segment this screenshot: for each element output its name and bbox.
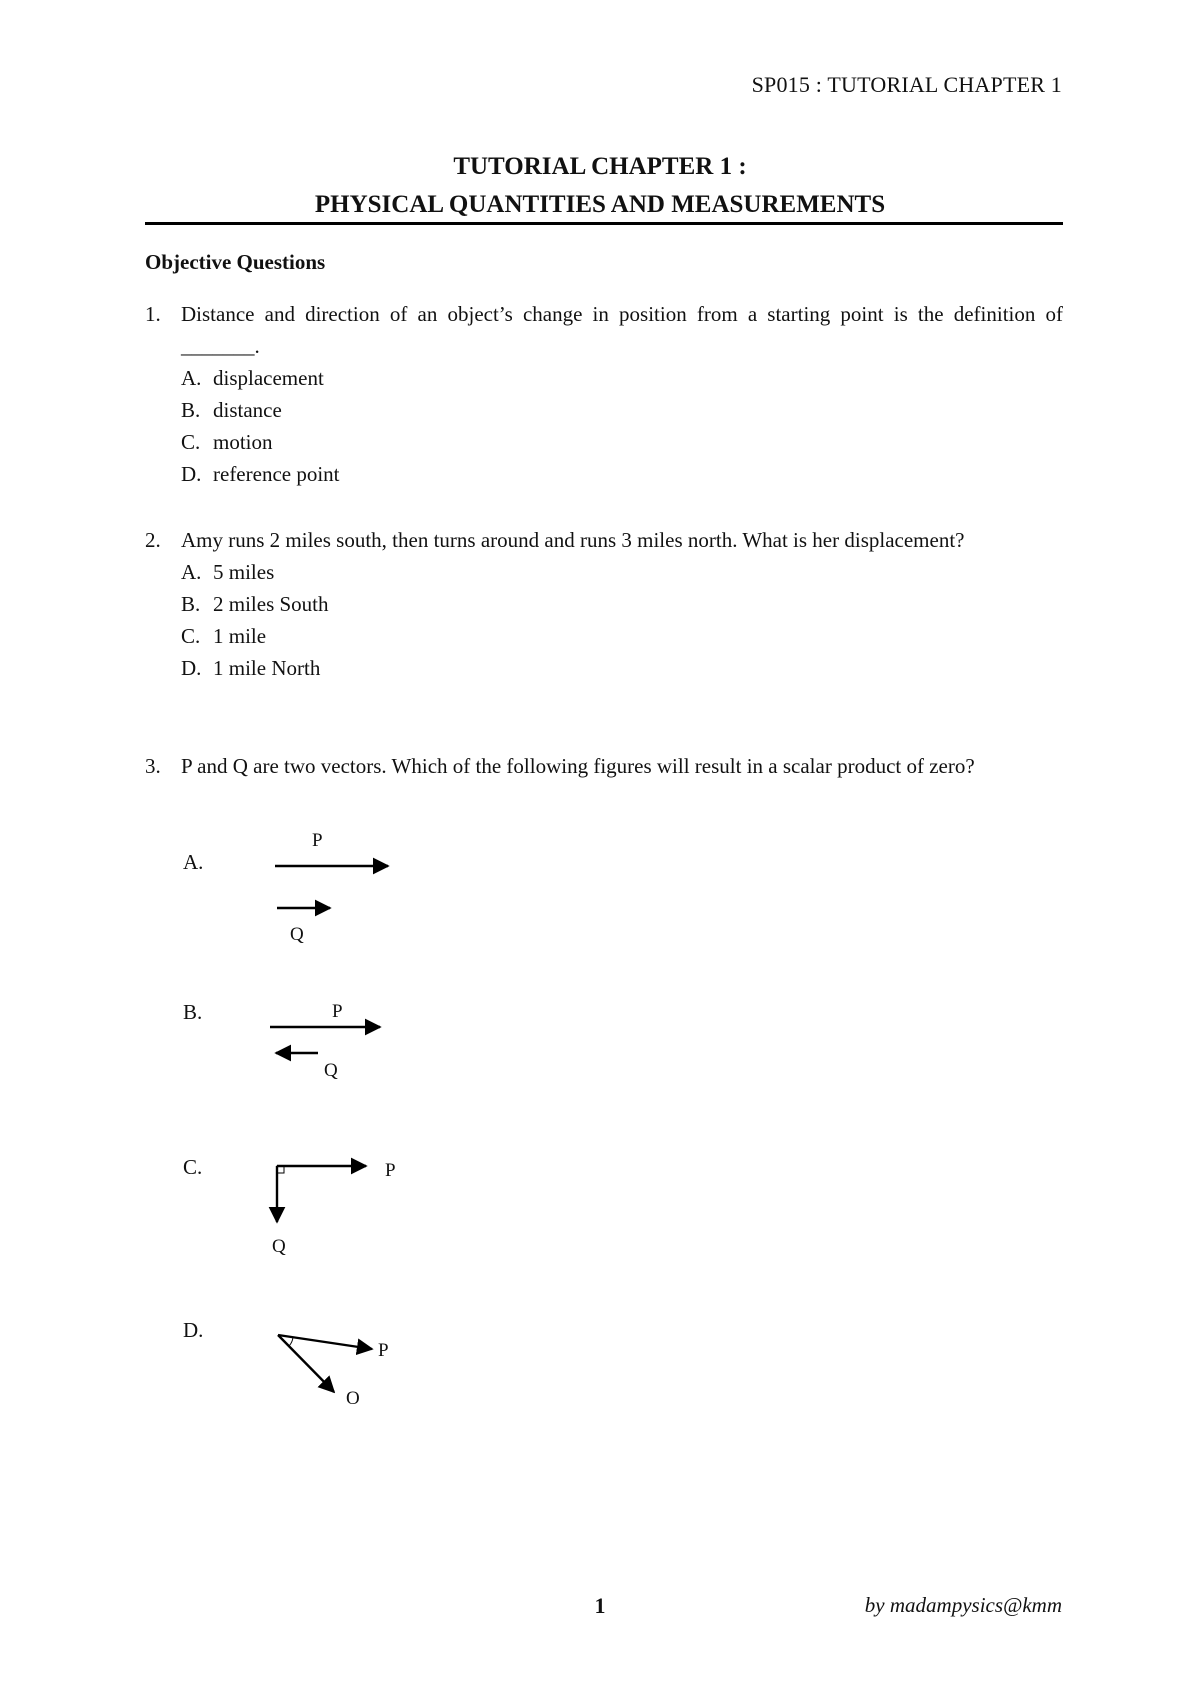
figure-a-q-label: Q xyxy=(290,924,304,945)
figure-b-p-label: P xyxy=(332,1001,343,1022)
figure-a-letter: A. xyxy=(183,850,204,874)
question-text: P and Q are two vectors. Which of the following figures will result in a scalar product of zero? xyxy=(181,754,975,778)
figure-d-p-label: P xyxy=(378,1340,389,1361)
option-b: B. distance xyxy=(181,398,282,422)
title-line-1: TUTORIAL CHAPTER 1 : xyxy=(453,153,747,180)
figure-d-vector-q xyxy=(278,1335,334,1392)
figure-c-letter: C. xyxy=(183,1155,203,1179)
option-a: A. 5 miles xyxy=(181,560,275,584)
title-line-2: PHYSICAL QUANTITIES AND MEASUREMENTS xyxy=(314,191,886,218)
figure-c-q-label: Q xyxy=(272,1236,286,1257)
question-text: Amy runs 2 miles south, then turns around and runs 3 miles north. What is her displacement? xyxy=(181,528,965,552)
section-heading: Objective Questions xyxy=(145,250,326,274)
question-number: 1. xyxy=(145,302,161,326)
running-header: SP015 : TUTORIAL CHAPTER 1 xyxy=(751,72,1062,97)
question-number: 2. xyxy=(145,528,161,552)
figure-d-angle-arc xyxy=(289,1337,293,1346)
figure-d-q-label: O xyxy=(346,1388,360,1409)
figure-a-p-label: P xyxy=(312,830,323,851)
figure-c-p-label: P xyxy=(385,1160,396,1181)
figure-b-q-label: Q xyxy=(324,1060,338,1081)
option-c: C. 1 mile xyxy=(181,624,267,648)
option-d: D. 1 mile North xyxy=(181,656,321,680)
figure-d-letter: D. xyxy=(183,1318,204,1342)
figure-b-letter: B. xyxy=(183,1000,203,1024)
question-number: 3. xyxy=(145,754,161,778)
option-a: A. displacement xyxy=(181,366,324,390)
option-c: C. motion xyxy=(181,430,273,454)
page-number: 1 xyxy=(594,1593,606,1618)
question-text: Distance and direction of an object’s change in position from a starting point is the definition of _______. xyxy=(181,302,1063,358)
option-b: B. 2 miles South xyxy=(181,592,329,616)
option-d: D. reference point xyxy=(181,462,340,486)
footer-credit: by madampysics@kmm xyxy=(864,1593,1062,1617)
